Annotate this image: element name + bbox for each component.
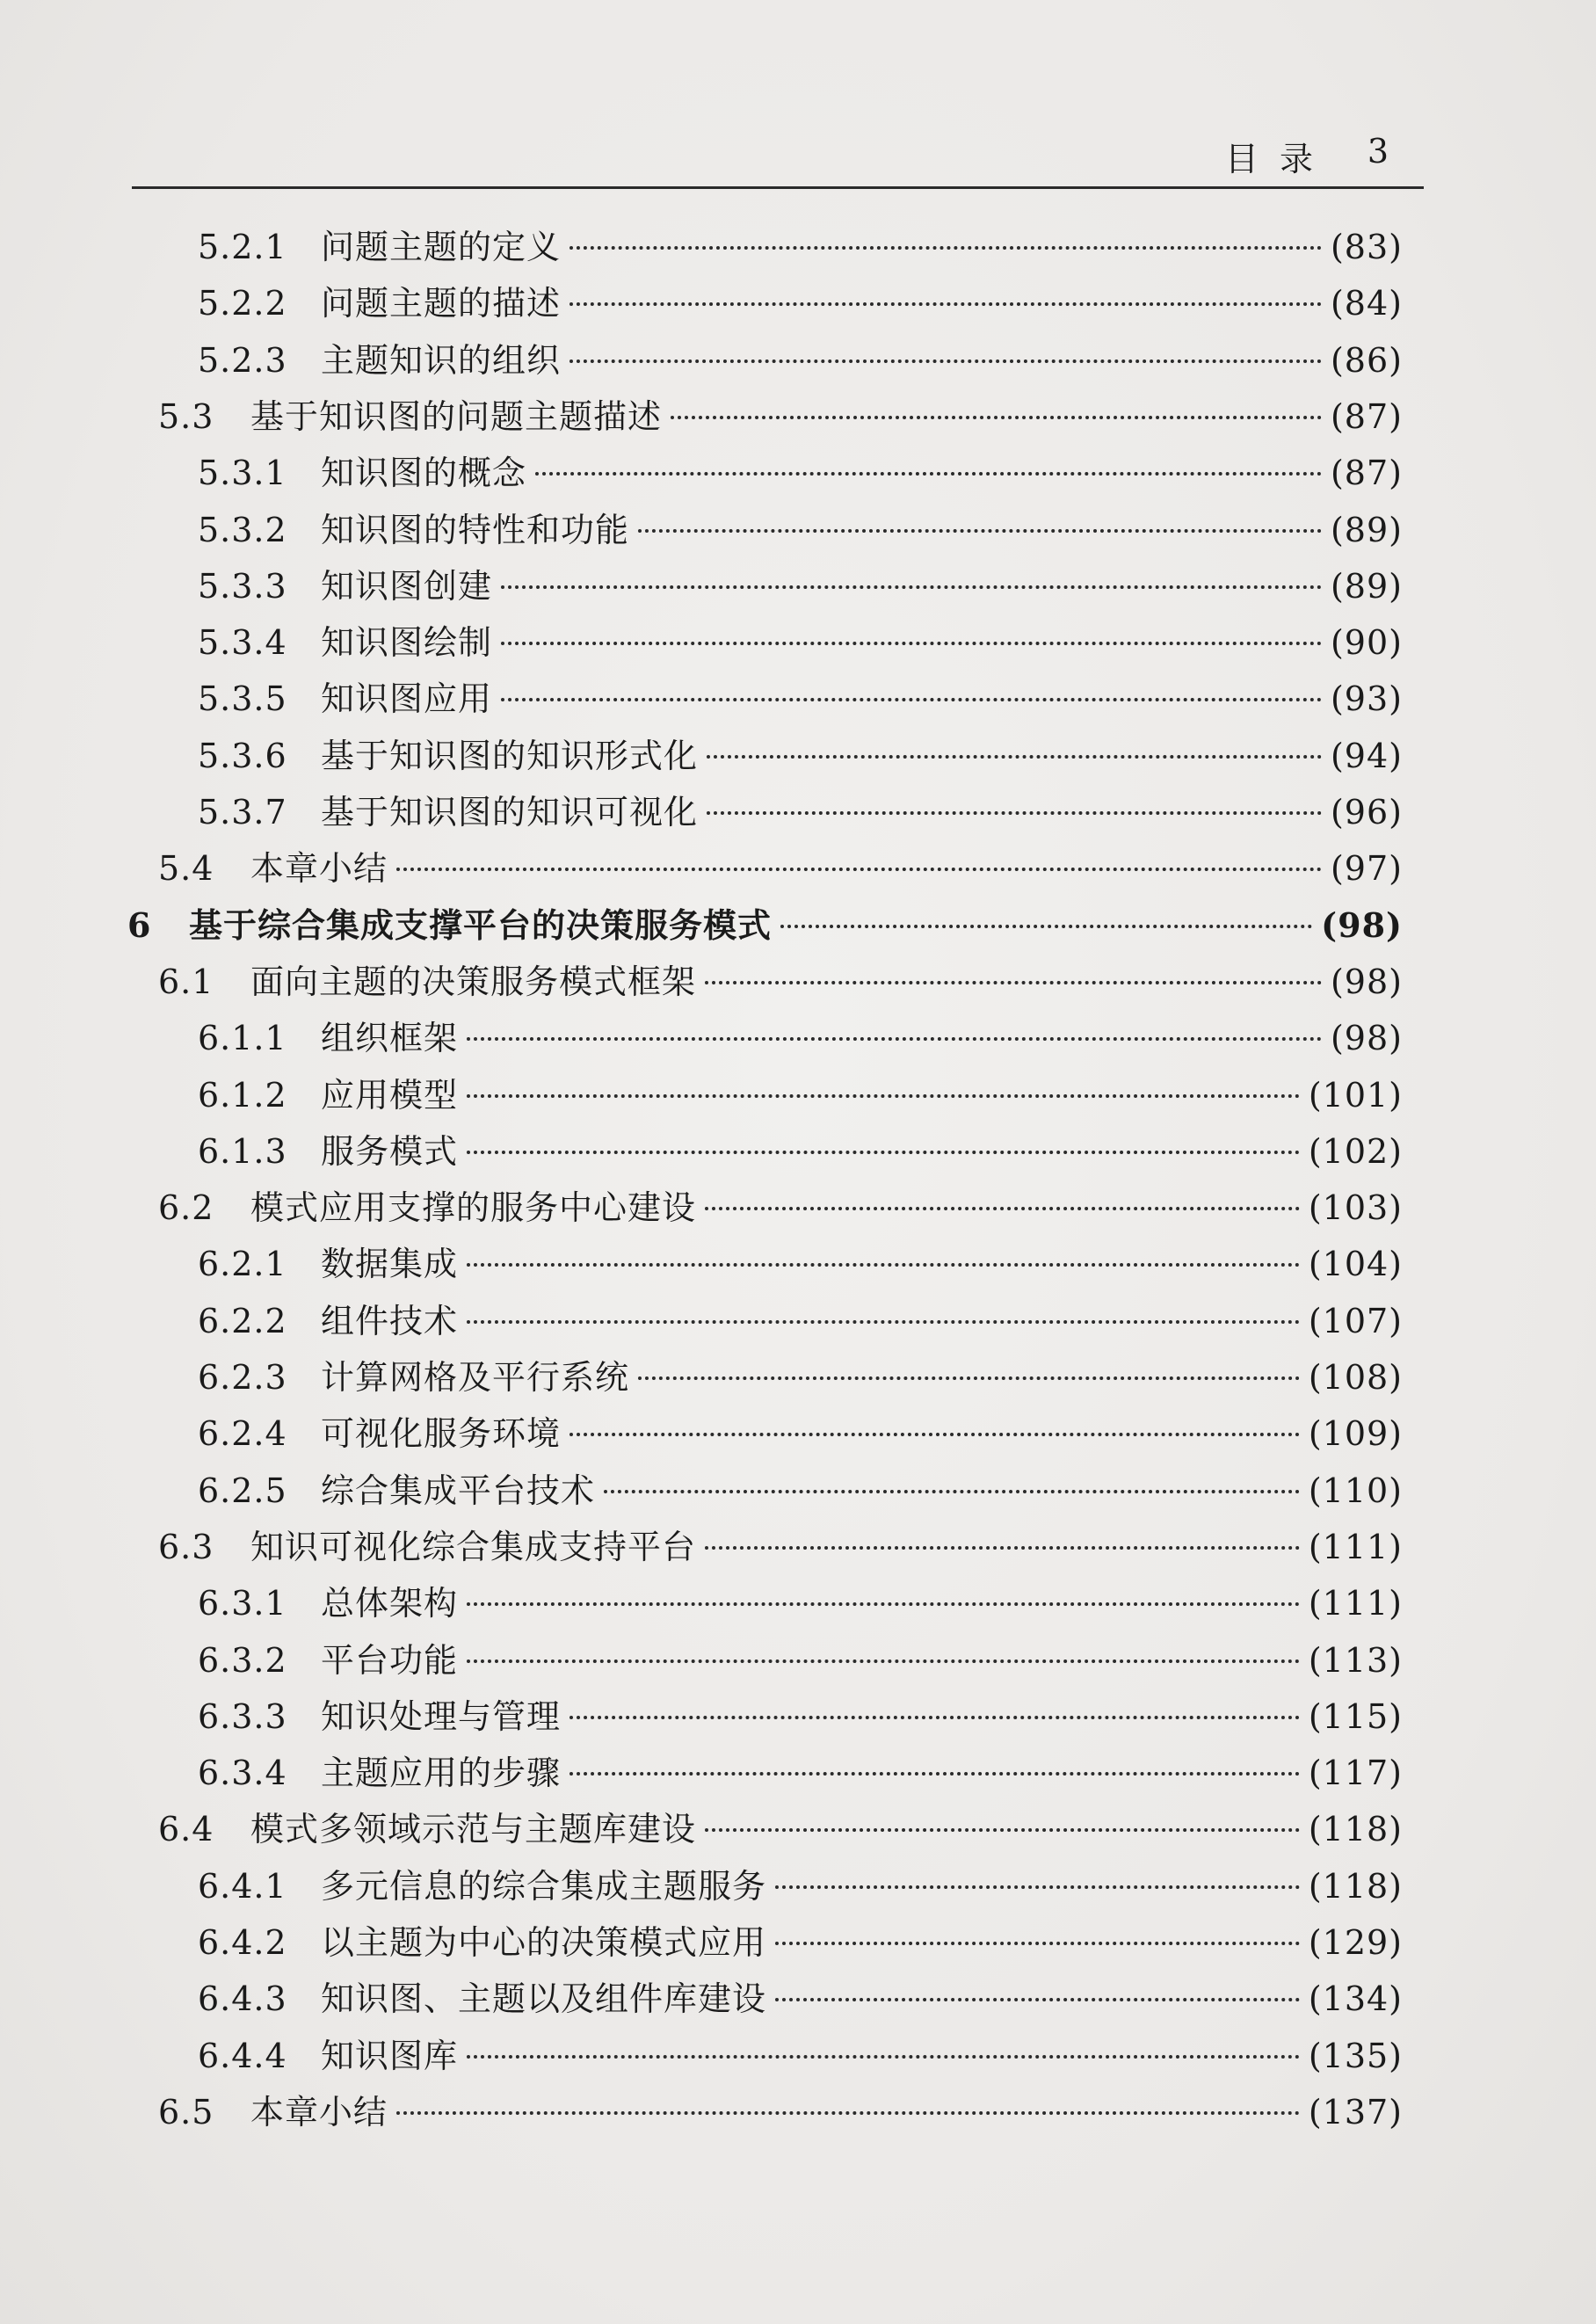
toc-entry-number: 5.3.4 xyxy=(198,623,287,663)
toc-leader-dots xyxy=(467,1037,1322,1041)
toc-entry-page: (117) xyxy=(1308,1754,1403,1793)
toc-entry[interactable] xyxy=(198,446,1403,495)
toc-entry-page: (96) xyxy=(1330,793,1403,832)
toc-entry[interactable] xyxy=(158,841,1403,890)
toc-entry-title: 平台功能 xyxy=(321,1640,459,1680)
toc-entry-number: 5.4 xyxy=(158,849,214,889)
toc-entry[interactable] xyxy=(127,898,1403,948)
toc-leader-dots xyxy=(604,1490,1300,1493)
toc-entry-title: 知识图的特性和功能 xyxy=(321,510,630,549)
toc-entry-title: 数据集成 xyxy=(321,1245,459,1284)
toc-entry-page: (107) xyxy=(1308,1301,1403,1340)
toc-entry-title: 问题主题的描述 xyxy=(321,284,562,323)
toc-leader-dots xyxy=(467,2055,1300,2059)
toc-entry-number: 6.3.3 xyxy=(198,1696,287,1736)
toc-entry-number: 5.2.1 xyxy=(198,228,287,266)
toc-entry[interactable] xyxy=(198,1463,1403,1513)
toc-entry-number: 6.3 xyxy=(158,1527,214,1566)
toc-entry-title: 可视化服务环境 xyxy=(321,1414,562,1454)
toc-entry-page: (110) xyxy=(1308,1471,1403,1510)
toc-entry-title: 总体架构 xyxy=(321,1584,459,1623)
toc-entry-title: 以主题为中心的决策模式应用 xyxy=(321,1923,767,1962)
toc-entry-number: 5.3.2 xyxy=(198,510,287,549)
toc-leader-dots xyxy=(396,2111,1300,2115)
toc-entry-number: 6.1.3 xyxy=(198,1131,287,1171)
toc-entry-number: 6.2.5 xyxy=(198,1471,287,1510)
toc-leader-dots xyxy=(501,585,1322,589)
toc-entry[interactable] xyxy=(198,615,1403,665)
toc-entry-page: (118) xyxy=(1308,1866,1403,1906)
toc-leader-dots xyxy=(638,1376,1300,1380)
toc-entry-title: 计算网格及平行系统 xyxy=(321,1358,630,1397)
toc-leader-dots xyxy=(467,1320,1300,1324)
toc-leader-dots xyxy=(638,529,1322,533)
toc-entry[interactable] xyxy=(198,1689,1403,1739)
toc-entry-title: 综合集成平台技术 xyxy=(321,1471,596,1510)
toc-leader-dots xyxy=(501,642,1322,645)
toc-entry-title: 组织框架 xyxy=(321,1019,459,1058)
toc-leader-dots xyxy=(775,1998,1300,2001)
toc-entry-page: (87) xyxy=(1330,396,1403,436)
toc-entry-title: 本章小结 xyxy=(250,2092,388,2132)
toc-leader-dots xyxy=(569,1716,1300,1719)
toc-leader-dots xyxy=(569,246,1322,250)
toc-entry[interactable] xyxy=(198,1972,1403,2021)
toc-entry[interactable] xyxy=(198,1915,1403,1965)
toc-entry-title: 知识图应用 xyxy=(321,679,493,719)
toc-entry-number: 6.4.3 xyxy=(198,1979,287,2019)
toc-entry-number: 6.3.2 xyxy=(198,1640,287,1680)
toc-entry[interactable] xyxy=(158,389,1403,439)
toc-entry[interactable] xyxy=(198,1124,1403,1173)
toc-entry-number: 6.4.2 xyxy=(198,1923,287,1962)
toc-leader-dots xyxy=(467,1151,1300,1154)
toc-entry[interactable] xyxy=(198,672,1403,721)
toc-entry-page: (94) xyxy=(1330,736,1403,775)
toc-entry-title: 基于知识图的知识形式化 xyxy=(321,736,699,775)
toc-entry-number: 6.4.1 xyxy=(198,1866,287,1906)
toc-entry-number: 6 xyxy=(127,904,152,945)
toc-entry-title: 应用模型 xyxy=(321,1075,459,1115)
toc-entry-page: (97) xyxy=(1330,849,1403,889)
toc-entry-page: (111) xyxy=(1308,1527,1403,1566)
toc-entry-page: (103) xyxy=(1308,1188,1403,1228)
toc-entry[interactable] xyxy=(198,1068,1403,1117)
toc-entry-title: 主题知识的组织 xyxy=(321,340,562,380)
toc-entry-title: 知识图的概念 xyxy=(321,454,527,493)
toc-entry-number: 5.2.2 xyxy=(198,284,287,323)
header-title: 目 录 xyxy=(1224,140,1318,178)
toc-leader-dots xyxy=(671,416,1322,419)
toc-entry-title: 知识图绘制 xyxy=(321,623,493,663)
toc-entry-page: (87) xyxy=(1330,454,1403,493)
toc-leader-dots xyxy=(705,981,1322,984)
toc-entry[interactable] xyxy=(198,1237,1403,1286)
toc-entry-number: 6.2 xyxy=(158,1188,214,1228)
toc-entry[interactable] xyxy=(198,1294,1403,1343)
toc-entry-page: (93) xyxy=(1330,679,1403,719)
toc-entry-number: 5.2.3 xyxy=(198,340,287,380)
toc-leader-dots xyxy=(569,359,1322,363)
toc-entry[interactable] xyxy=(198,1406,1403,1456)
toc-entry-number: 6.3.4 xyxy=(198,1754,287,1793)
toc-entry-number: 5.3.6 xyxy=(198,736,287,775)
toc-leader-dots xyxy=(569,302,1322,306)
toc-entry-title: 知识处理与管理 xyxy=(321,1696,562,1736)
toc-entry-page: (98) xyxy=(1321,904,1403,945)
toc-entry-page: (113) xyxy=(1308,1640,1403,1680)
toc-entry-title: 知识图创建 xyxy=(321,566,493,606)
toc-leader-dots xyxy=(775,1885,1300,1889)
toc-entry-page: (89) xyxy=(1330,510,1403,549)
toc-entry-page: (83) xyxy=(1330,228,1403,266)
toc-entry[interactable] xyxy=(158,955,1403,1004)
toc-entry-title: 问题主题的定义 xyxy=(321,228,562,266)
toc-entry[interactable] xyxy=(158,1802,1403,1851)
toc-entry-page: (98) xyxy=(1330,1019,1403,1058)
toc-entry-page: (109) xyxy=(1308,1414,1403,1454)
toc-entry-page: (118) xyxy=(1308,1810,1403,1849)
toc-leader-dots xyxy=(535,472,1322,476)
toc-entry-title: 基于知识图的知识可视化 xyxy=(321,793,699,832)
running-header xyxy=(132,123,1424,189)
toc-entry[interactable] xyxy=(198,1576,1403,1625)
toc-leader-dots xyxy=(569,1772,1300,1776)
toc-entry-number: 6.4.4 xyxy=(198,2036,287,2075)
toc-entry[interactable] xyxy=(198,503,1403,552)
toc-entry-page: (102) xyxy=(1308,1131,1403,1171)
toc-entry-title: 基于知识图的问题主题描述 xyxy=(250,396,663,436)
toc-leader-dots xyxy=(705,1207,1300,1210)
toc-entry-title: 主题应用的步骤 xyxy=(321,1754,562,1793)
toc-leader-dots xyxy=(780,925,1312,928)
toc-entry-number: 5.3.3 xyxy=(198,566,287,606)
toc-entry-title: 组件技术 xyxy=(321,1301,459,1340)
toc-entry[interactable] xyxy=(198,276,1403,325)
toc-entry[interactable] xyxy=(198,729,1403,778)
header-page-number: 3 xyxy=(1367,132,1389,171)
toc-entry-page: (115) xyxy=(1308,1696,1403,1736)
toc-entry-number: 5.3.7 xyxy=(198,793,287,832)
toc-entry[interactable] xyxy=(158,1180,1403,1230)
toc-leader-dots xyxy=(705,1546,1300,1550)
toc-entry-number: 6.1.1 xyxy=(198,1019,287,1058)
toc-entry-number: 5.3 xyxy=(158,396,214,436)
toc-entry-page: (89) xyxy=(1330,566,1403,606)
toc-entry-number: 6.2.2 xyxy=(198,1301,287,1340)
toc-entry-page: (90) xyxy=(1330,623,1403,663)
toc-entry-page: (134) xyxy=(1308,1979,1403,2019)
toc-entry[interactable] xyxy=(198,1011,1403,1060)
toc-entry-title: 多元信息的综合集成主题服务 xyxy=(321,1866,767,1906)
toc-entry-number: 6.1.2 xyxy=(198,1075,287,1115)
toc-leader-dots xyxy=(467,1659,1300,1663)
toc-leader-dots xyxy=(467,1263,1300,1267)
toc-entry-title: 知识图、主题以及组件库建设 xyxy=(321,1979,767,2019)
toc-entry-number: 5.3.5 xyxy=(198,679,287,719)
toc-entry[interactable] xyxy=(198,220,1403,269)
toc-entry[interactable] xyxy=(158,1520,1403,1569)
toc-entry-page: (86) xyxy=(1330,340,1403,380)
toc-entry-page: (135) xyxy=(1308,2036,1403,2075)
toc-entry-number: 6.2.4 xyxy=(198,1414,287,1454)
toc-leader-dots xyxy=(396,868,1322,871)
toc-entry-title: 面向主题的决策服务模式框架 xyxy=(250,962,697,1001)
toc-entry-number: 6.2.1 xyxy=(198,1245,287,1284)
toc-leader-dots xyxy=(467,1602,1300,1606)
toc-entry[interactable] xyxy=(198,1350,1403,1399)
toc-entry-page: (104) xyxy=(1308,1245,1403,1284)
toc-leader-dots xyxy=(775,1942,1300,1945)
toc-entry-number: 6.3.1 xyxy=(198,1584,287,1623)
toc-entry[interactable] xyxy=(198,333,1403,382)
toc-entry-page: (129) xyxy=(1308,1923,1403,1962)
toc-entry-page: (98) xyxy=(1330,962,1403,1001)
toc-entry-number: 6.4 xyxy=(158,1810,214,1849)
toc-entry-page: (137) xyxy=(1308,2092,1403,2132)
toc-entry-title: 本章小结 xyxy=(250,849,388,889)
toc-leader-dots xyxy=(467,1094,1300,1098)
toc-entry-number: 5.3.1 xyxy=(198,454,287,493)
toc-entry-title: 服务模式 xyxy=(321,1131,459,1171)
toc-entry[interactable] xyxy=(198,1859,1403,1908)
toc-entry[interactable] xyxy=(198,785,1403,834)
toc-entry-title: 基于综合集成支撑平台的决策服务模式 xyxy=(189,904,773,945)
toc-entry-number: 6.2.3 xyxy=(198,1358,287,1397)
toc-entry[interactable] xyxy=(198,559,1403,608)
toc-entry-title: 知识图库 xyxy=(321,2036,459,2075)
toc-entry-title: 知识可视化综合集成支持平台 xyxy=(250,1527,697,1566)
toc-entry-number: 6.5 xyxy=(158,2092,214,2132)
toc-leader-dots xyxy=(501,698,1322,701)
toc-entry-page: (101) xyxy=(1308,1075,1403,1115)
toc-entry[interactable] xyxy=(198,1633,1403,1682)
toc-entry-page: (108) xyxy=(1308,1358,1403,1397)
toc-leader-dots xyxy=(705,1828,1300,1832)
toc-entry-page: (84) xyxy=(1330,284,1403,323)
toc-leader-dots xyxy=(707,755,1322,759)
toc-leader-dots xyxy=(569,1433,1300,1436)
toc-entry[interactable] xyxy=(158,2085,1403,2134)
toc-entry[interactable] xyxy=(198,2029,1403,2078)
toc-entry[interactable] xyxy=(198,1746,1403,1795)
toc-leader-dots xyxy=(707,811,1322,815)
toc-entry-title: 模式应用支撑的服务中心建设 xyxy=(250,1188,697,1228)
toc-entry-page: (111) xyxy=(1308,1584,1403,1623)
toc-entry-title: 模式多领域示范与主题库建设 xyxy=(250,1810,697,1849)
toc-entry-number: 6.1 xyxy=(158,962,214,1001)
